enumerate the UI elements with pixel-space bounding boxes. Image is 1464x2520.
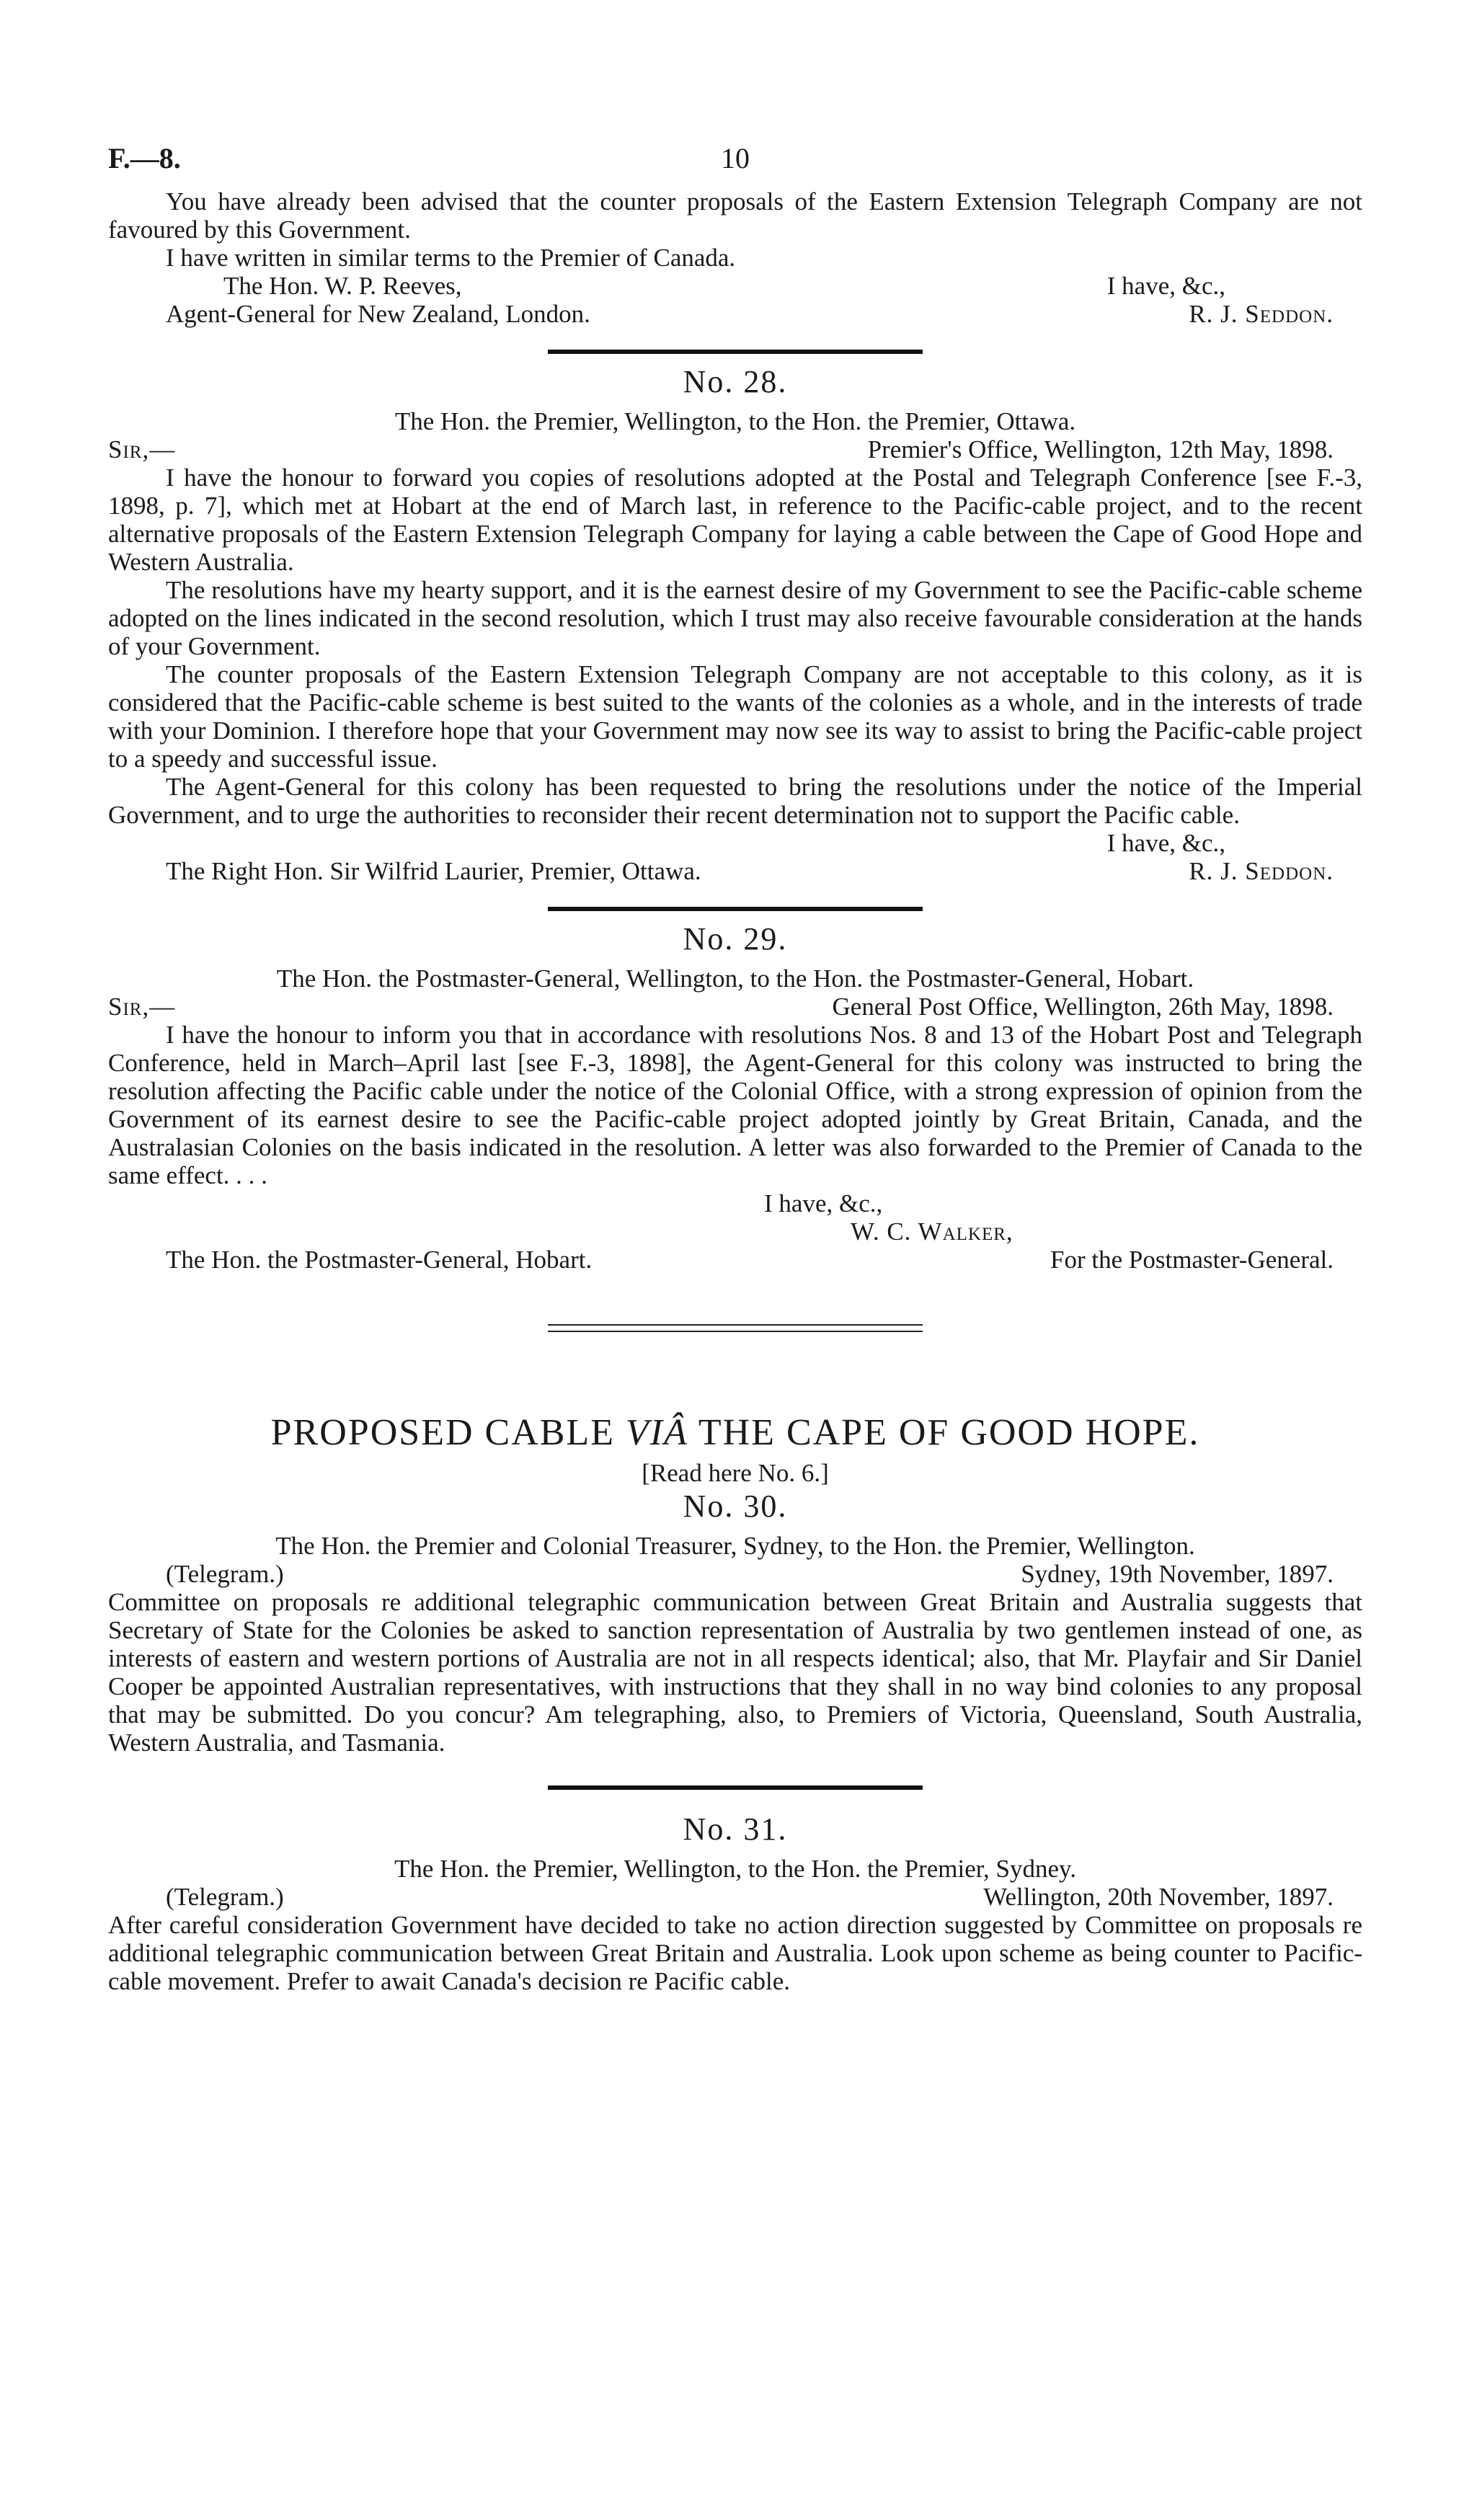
place-date: General Post Office, Wellington, 26th May, 1898. <box>832 993 1334 1021</box>
letter-paragraph-1: I have the honour to inform you that in accordance with resolutions Nos. 8 and 13 of the Hobart Post and Telegraph Conference, held in March–April last [see F.-3, 1898], the Agent-General for this colony was instructed to bring the resolution affecting the Pacific cable under the notice of the Colonial Office, with a strong expression of opinion from the Government of its earnest desire to see the Pacific-cable project adopted jointly by Great Britain, Canada, and the Australasian Colonies on the basis indicated in the resolution. A letter was also forwarded to the Premier of Canada to the same effect. . . . <box>108 1021 1362 1189</box>
signature-row <box>108 857 1362 885</box>
closing-row <box>108 829 1362 857</box>
document-number-29: No. 29. <box>683 921 788 957</box>
salutation-row <box>108 993 1362 1021</box>
salutation: Sir,— <box>108 435 176 463</box>
telegram-body: Committee on proposals re additional telegraphic communication between Great Britain and Australia suggests that Secretary of State for the Colonies be asked to sanction representation of Australia by two gentlemen instead of one, as interests of eastern and western portions of Australia are not in all respects identical; also, that Mr. Playfair and Sir Daniel Cooper be appointed Australian representatives, with instructions that they shall in no way bind colonies to any proposal that may be submitted. Do you concur? Am telegraphing, also, to Premiers of Victoria, Queensland, South Australia, Western Australia, and Tasmania. <box>108 1588 1362 1757</box>
document-number-30: No. 30. <box>683 1489 788 1524</box>
correspondence-heading: The Hon. the Premier and Colonial Treasurer, Sydney, to the Hon. the Premier, Wellington. <box>275 1532 1195 1560</box>
document-page <box>108 137 1362 1995</box>
telegram-row <box>108 1883 1362 1911</box>
telegram-label: (Telegram.) <box>166 1883 284 1911</box>
closing: I have, &c., <box>1106 272 1225 300</box>
closing-row <box>108 1189 1362 1217</box>
letter-paragraph-1: I have the honour to forward you copies of resolutions adopted at the Postal and Telegraph Conference [see F.-3, 1898, p. 7], which met at Hobart at the end of March last, in reference to the Pacific-cable project, and to the recent alternative proposals of the Eastern Extension Telegraph Company for laying a cable between the Cape of Good Hope and Western Australia. <box>108 463 1362 576</box>
intro-addressee-row <box>108 272 1362 300</box>
telegram-body: After careful consideration Government have decided to take no action direction suggested by Committee on proposals re additional telegraphic communication between Great Britain and Australia. Look upon scheme as being counter to Pacific-cable movement. Prefer to await Canada's decision re Pacific cable. <box>108 1911 1362 1995</box>
section-title <box>108 1411 1362 1455</box>
page-header <box>108 137 1362 187</box>
closing: I have, &c., <box>764 1189 883 1217</box>
salutation: Sir,— <box>108 993 176 1021</box>
double-section-divider <box>548 1324 923 1332</box>
place-date: Sydney, 19th November, 1897. <box>1021 1560 1334 1588</box>
correspondence-heading: The Hon. the Premier, Wellington, to the Hon. the Premier, Ottawa. <box>394 407 1076 435</box>
signer-role: For the Postmaster-General. <box>1050 1246 1334 1274</box>
correspondence-heading: The Hon. the Postmaster-General, Wellington, to the Hon. the Postmaster-General, Hobart. <box>276 964 1194 993</box>
section-title-part-b: THE CAPE OF GOOD HOPE. <box>688 1412 1200 1453</box>
document-number-28: No. 28. <box>683 364 788 399</box>
parliamentary-reference: F.—8. <box>108 142 181 174</box>
closing: I have, &c., <box>1106 829 1225 857</box>
addressee: The Right Hon. Sir Wilfrid Laurier, Premier, Ottawa. <box>166 857 701 885</box>
letter-paragraph-2: The resolutions have my hearty support, and it is the earnest desire of my Government to see the Pacific-cable scheme adopted on the lines indicated in the second resolution, which I trust may also receive favourable consideration at the hands of your Government. <box>108 576 1362 660</box>
intro-signature-row <box>108 300 1362 328</box>
signature: R. J. Seddon. <box>1189 300 1334 328</box>
addressee-title: Agent-General for New Zealand, London. <box>166 300 590 328</box>
telegram-label: (Telegram.) <box>166 1560 284 1588</box>
section-title-via: VIÂ <box>625 1412 688 1453</box>
section-divider <box>548 1785 923 1790</box>
addressee: The Hon. W. P. Reeves, <box>223 272 462 300</box>
intro-paragraph-1: You have already been advised that the counter proposals of the Eastern Extension Telegraph Company are not favoured by this Government. <box>108 187 1362 244</box>
section-note: [Read here No. 6.] <box>642 1459 829 1487</box>
section-divider <box>548 907 923 911</box>
telegram-row <box>108 1560 1362 1588</box>
signature: R. J. Seddon. <box>1189 857 1334 885</box>
section-title-part-a: PROPOSED CABLE <box>270 1412 626 1453</box>
signature-row <box>108 1246 1362 1274</box>
section-divider <box>548 350 923 354</box>
place-date: Wellington, 20th November, 1897. <box>983 1883 1334 1911</box>
page-number: 10 <box>721 142 750 174</box>
document-number-31: No. 31. <box>683 1811 788 1847</box>
place-date: Premier's Office, Wellington, 12th May, 1898. <box>867 435 1334 463</box>
salutation-row <box>108 435 1362 463</box>
signer-row <box>108 1217 1362 1246</box>
letter-paragraph-4: The Agent-General for this colony has been requested to bring the resolutions under the notice of the Imperial Government, and to urge the authorities to reconsider their recent determination not to support the Pacific cable. <box>108 773 1362 829</box>
addressee: The Hon. the Postmaster-General, Hobart. <box>166 1246 593 1274</box>
signer: W. C. Walker, <box>851 1217 1013 1246</box>
intro-paragraph-2: I have written in similar terms to the Premier of Canada. <box>166 244 736 272</box>
letter-paragraph-3: The counter proposals of the Eastern Extension Telegraph Company are not acceptable to this colony, as it is considered that the Pacific-cable scheme is best suited to the wants of the colonies as a whole, and in the interests of trade with your Dominion. I therefore hope that your Government may now see its way to assist to bring the Pacific-cable project to a speedy and successful issue. <box>108 660 1362 773</box>
correspondence-heading: The Hon. the Premier, Wellington, to the Hon. the Premier, Sydney. <box>394 1855 1076 1883</box>
